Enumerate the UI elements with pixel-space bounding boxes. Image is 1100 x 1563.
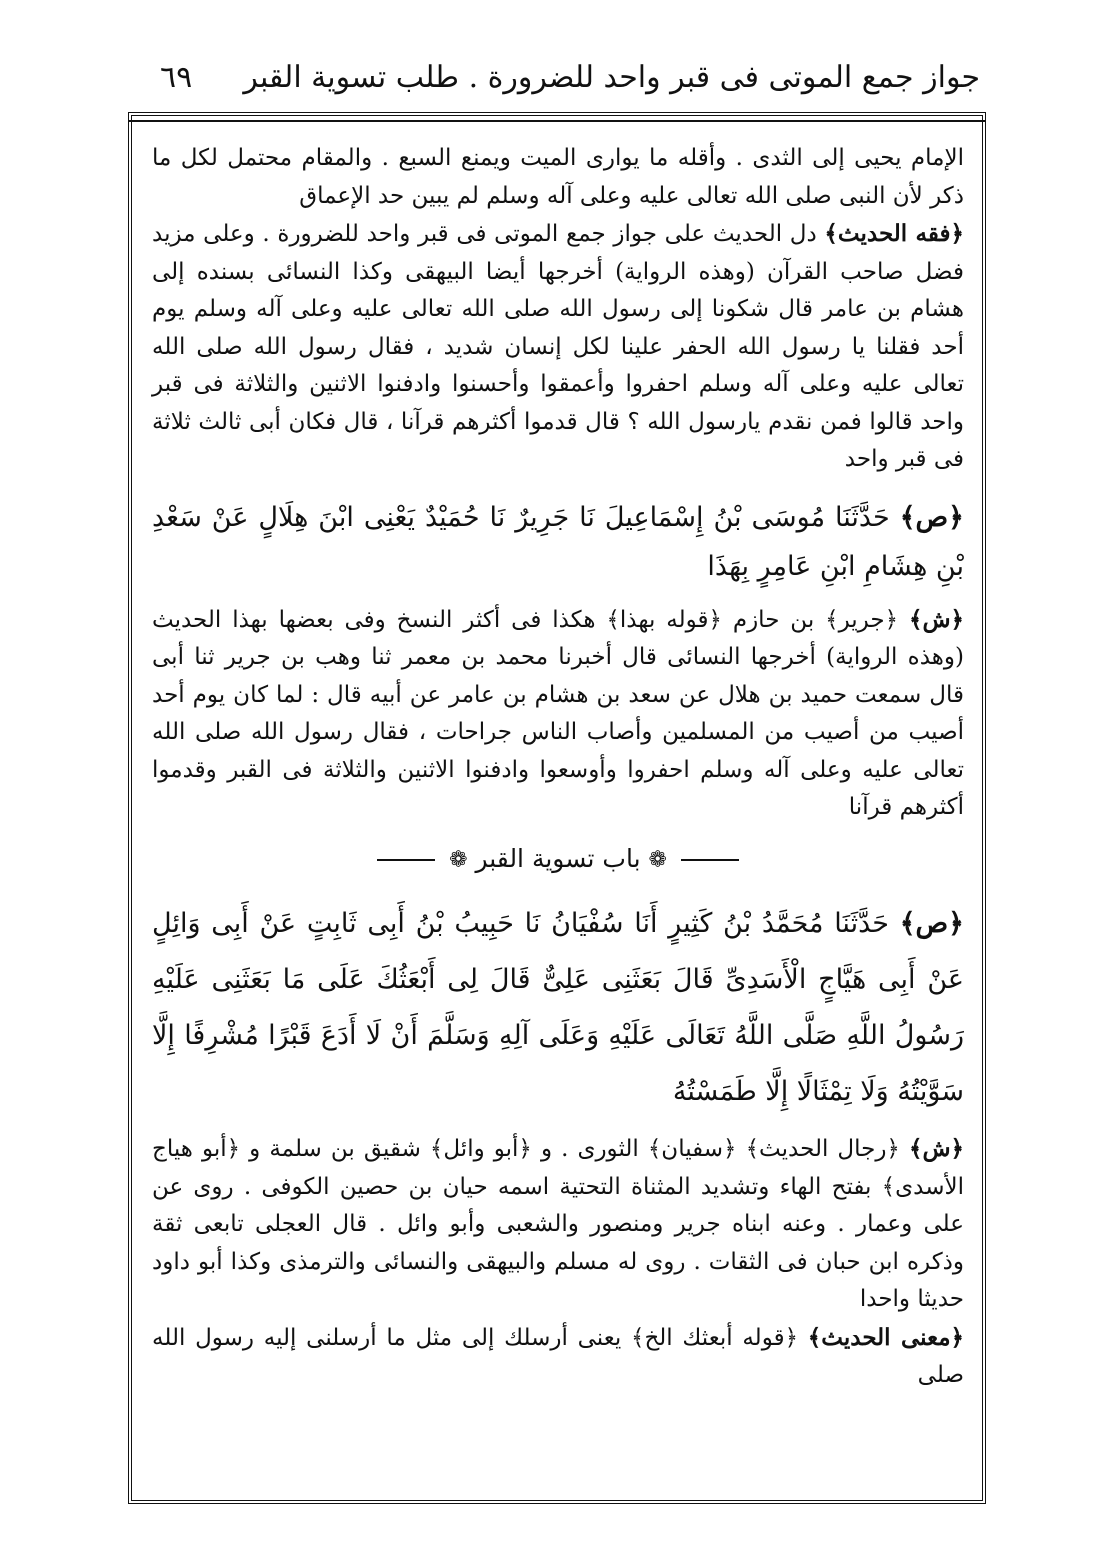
header-title: جواز جمع الموتى فى قبر واحد للضرورة . طلب تسوية القبر: [243, 60, 980, 95]
frame-top-rule: [128, 120, 986, 122]
paragraph-continuation: [152, 140, 964, 215]
page-number: ٦٩: [160, 60, 193, 95]
paragraph-text: ﴿قوله أبعثك الخ﴾ يعنى أرسلك إلى مثل ما أرسلنى إليه رسول الله صلى: [152, 1324, 964, 1388]
hadith-text-1: [152, 493, 964, 591]
paragraph-fiqh-al-hadith: [152, 215, 964, 479]
section-marker: ﴿ص﴾: [899, 908, 964, 939]
paragraph-text: دل الحديث على جواز جمع الموتى فى قبر واحد للضرورة . وعلى مزيد فضل صاحب القرآن (وهذه الرواية) أخرجها أيضا البيهقى وكذا النسائى بسنده إلى هشام بن عامر قال شكونا إلى رسول الله صلى الله تعالى عليه وعلى آله وسلم يوم أحد فقلنا يا رسول الله الحفر علينا لكل إنسان شديد ، فقال رسول الله صلى الله تعالى عليه وعلى آله وسلم احفروا وأعمقوا وأحسنوا وادفنوا الاثنين والثلاثة فى قبر واحد قالوا فمن نقدم يارسول الله ؟ قال قدموا أكثرهم قرآنا ، قال فكان أبى ثالث ثلاثة فى قبر واحد: [152, 221, 964, 472]
paragraph-text: الإمام يحيى إلى الثدى . وأقله ما يوارى الميت ويمنع السبع . والمقام محتمل لكل ما ذكر لأن النبى صلى الله تعالى عليه وعلى آله وسلم لم يبين حد الإعماق: [152, 145, 964, 209]
section-marker: ﴿فقه الحديث﴾: [824, 220, 964, 247]
ornament-icon: ❁: [449, 847, 468, 872]
page-body: [152, 140, 964, 1395]
hadith-matn: حَدَّثَنَا مُوسَى بْنُ إِسْمَاعِيلَ نَا جَرِيرٌ نَا حُمَيْدٌ يَعْنِى ابْنَ هِلَالٍ عَنْ سَعْدِ بْنِ هِشَامِ ابْنِ عَامِرٍ بِهَذَا: [152, 501, 964, 582]
paragraph-sharh-1: [152, 601, 964, 827]
section-marker: ﴿معنى الحديث﴾: [807, 1323, 965, 1351]
ornament-icon: ❁: [648, 847, 667, 872]
paragraph-text: ﴿جرير﴾ بن حازم ﴿قوله بهذا﴾ هكذا فى أكثر النسخ وفى بعضها بهذا الحديث (وهذه الرواية) أخرجها النسائى قال أخبرنا محمد بن معمر ثنا وهب بن جرير ثنا أبى قال سمعت حميد بن هلال عن سعد بن هشام بن عامر عن أبيه قال : لما كان يوم أحد أصيب من أصيب من المسلمين وأصاب الناس جراحات ، فقال رسول الله صلى الله تعالى عليه وعلى آله وسلم احفروا وأوسعوا وادفنوا الاثنين والثلاثة فى القبر وقدموا أكثرهم قرآنا: [152, 606, 964, 820]
paragraph-text: ﴿رجال الحديث﴾ ﴿سفيان﴾ الثورى . و ﴿أبو وائل﴾ شقيق بن سلمة و ﴿أبو هياج الأسدى﴾ بفتح الهاء وتشديد المثناة التحتية اسمه حيان بن حصين الكوفى . روى عن على وعمار . وعنه ابناه جرير ومنصور والشعبى وأبو وائل . قال العجلى تابعى ثقة وذكره ابن حبان فى الثقات . روى له مسلم والبيهقى والنسائى والترمذى وكذا أبو داود حديثا واحدا: [152, 1136, 964, 1312]
section-marker: ﴿ص﴾: [899, 501, 964, 533]
paragraph-sharh-2: [152, 1130, 964, 1319]
chapter-title: باب تسوية القبر: [475, 843, 641, 873]
section-marker: ﴿ش﴾: [908, 1135, 964, 1162]
chapter-heading: [152, 837, 964, 883]
hadith-text-2: [152, 896, 964, 1120]
hadith-matn: حَدَّثَنَا مُحَمَّدُ بْنُ كَثِيرٍ أَنَا سُفْيَانُ نَا حَبِيبُ بْنُ أَبِى ثَابِتٍ عَنْ أَبِى وَائِلٍ عَنْ أَبِى هَيَّاجٍ الْأَسَدِىِّ قَالَ بَعَثَنِى عَلِىٌّ قَالَ لِى أَبْعَثُكَ عَلَى مَا بَعَثَنِى عَلَيْهِ رَسُولُ اللَّهِ صَلَّى اللَّهُ تَعَالَى عَلَيْهِ وَعَلَى آلِهِ وَسَلَّمَ أَنْ لَا أَدَعَ قَبْرًا مُشْرِفًا إِلَّا سَوَّيْتُهُ وَلَا تِمْثَالًا إِلَّا طَمَسْتُهُ: [152, 908, 964, 1107]
running-header: [150, 52, 980, 104]
paragraph-maana-al-hadith: [152, 1319, 964, 1395]
heading-rule-left: [377, 859, 435, 861]
section-marker: ﴿ش﴾: [908, 605, 965, 633]
heading-rule-right: [681, 859, 739, 861]
